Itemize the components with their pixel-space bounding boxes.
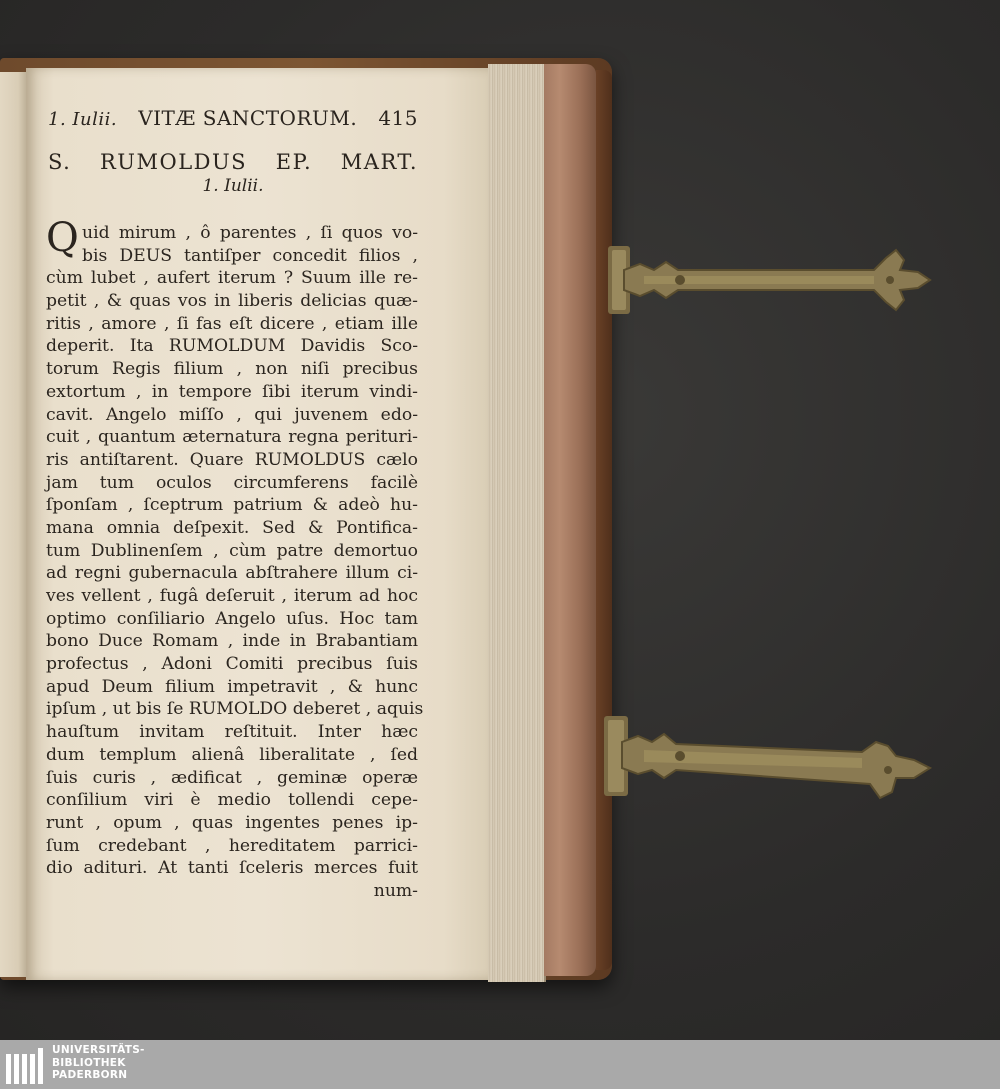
library-footer	[0, 1040, 1000, 1089]
running-head	[48, 106, 418, 130]
text-line: cuit , quantum æternatura regna perituri-	[46, 427, 418, 448]
left-page-edge	[0, 72, 26, 977]
chapter-title: S. RUMOLDUS EP. MART.	[48, 150, 418, 174]
library-logo-text: UNIVERSITÄTS- BIBLIOTHEK PADERBORN	[52, 1044, 145, 1081]
text-line: profectus , Adoni Comiti precibus ſuis	[46, 654, 418, 675]
text-line: dum templum alienâ liberalitate , ſed	[46, 744, 418, 765]
catchword: num-	[373, 880, 418, 901]
text-line: deperit. Ita RUMOLDUM Davidis Sco-	[46, 336, 418, 357]
chapter-date: 1. Iulii.	[202, 176, 264, 196]
text-line: optimo conſiliario Angelo uſus. Hoc tam	[46, 608, 418, 629]
page-number: 415	[378, 106, 418, 130]
text-line: bis DEUS tantiſper concedit filios ,	[82, 245, 418, 266]
text-line: tum Dublinenſem , cùm patre demortuo	[46, 540, 418, 561]
text-line: bono Duce Romam , inde in Brabantiam	[46, 631, 418, 652]
text-line: ſum credebant , hereditatem parrici-	[46, 835, 418, 856]
text-line: torum Regis filium , non niſi precibus	[46, 359, 418, 380]
brass-clasp-top	[604, 240, 934, 320]
text-line: mana omnia deſpexit. Sed & Pontifica-	[46, 517, 418, 538]
text-line: cùm lubet , aufert iterum ? Suum ille re-	[46, 268, 418, 289]
library-logo-icon	[6, 1046, 46, 1084]
text-line: conſilium viri è medio tollendi cepe-	[46, 790, 418, 811]
brass-clasp-bottom	[600, 712, 936, 812]
text-line: extortum , in tempore ſibi iterum vindi-	[46, 381, 418, 402]
text-line: cavit. Angelo miſſo , qui juvenem edo-	[46, 404, 418, 425]
running-head-title: VITÆ SANCTORUM.	[138, 106, 358, 130]
text-line: ritis , amore , ſi fas eſt dicere , etiam ille	[46, 313, 418, 334]
text-line: ſuis curis , ædificat , geminæ operæ	[46, 767, 418, 788]
text-line: jam tum oculos circumferens facilè	[46, 472, 418, 493]
text-line: apud Deum filium impetravit , & hunc	[46, 676, 418, 697]
page-block-edge	[488, 64, 546, 982]
text-line: ad regni gubernacula abſtrahere illum ci-	[46, 563, 418, 584]
running-head-date: 1. Iulii.	[48, 109, 118, 130]
text-line: runt , opum , quas ingentes penes ip-	[46, 812, 418, 833]
text-line: hauſtum invitam reſtituit. Inter hæc	[46, 722, 418, 743]
body-text	[46, 215, 424, 903]
text-line: ſponſam , ſceptrum patrium & adeò hu-	[46, 495, 418, 516]
cover-edge	[596, 70, 612, 970]
text-line: ves vellent , fugâ deſeruit , iterum ad hoc	[46, 586, 418, 606]
red-fore-edge	[544, 64, 596, 976]
text-line: Q uid mirum , ô parentes , ſi quos vo-	[46, 215, 418, 261]
text-line: ipſum , ut bis ſe RUMOLDO deberet , aquis	[46, 699, 424, 720]
text-line: dio adituri. At tanti ſceleris merces fuit	[46, 858, 418, 879]
text-line: petit , & quas vos in liberis delicias quæ-	[46, 291, 418, 312]
text-line: ris antiſtarent. Quare RUMOLDUS cælo	[46, 449, 418, 470]
drop-cap: Q	[46, 215, 79, 261]
